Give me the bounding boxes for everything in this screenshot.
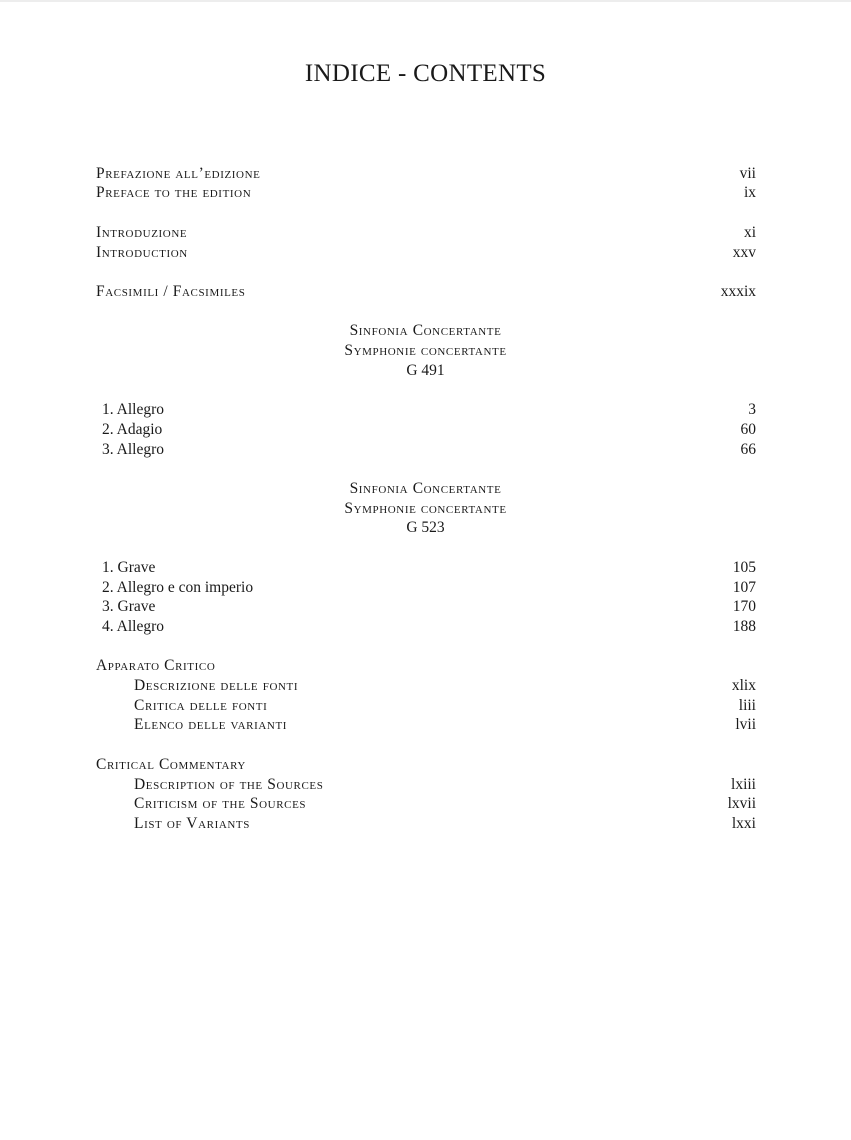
movement-page: 66: [740, 441, 756, 458]
toc-entry-label: Facsimili / Facsimiles: [96, 283, 246, 300]
toc-entry-page: vii: [739, 165, 756, 182]
movement-label: 4. Allegro: [102, 618, 164, 635]
toc-subentry[interactable]: [134, 775, 756, 795]
toc-entry-page: xi: [743, 224, 756, 241]
toc-entry-label: Preface to the edition: [96, 184, 252, 201]
toc-entry-introduction[interactable]: [96, 243, 756, 263]
toc-movement[interactable]: [102, 440, 756, 460]
movement-page: 170: [732, 598, 756, 615]
toc-movement[interactable]: [102, 400, 756, 420]
toc-subentry[interactable]: [134, 676, 756, 696]
movement-page: 105: [732, 559, 756, 576]
toc-entry-label: Introduzione: [96, 224, 188, 241]
toc-entry-label: Prefazione all’edizione: [96, 165, 261, 182]
toc-movement[interactable]: [102, 617, 756, 637]
toc-movement[interactable]: [102, 558, 756, 578]
section-heading-commentary: Critical Commentary: [96, 756, 246, 773]
toc-entry-facsimili[interactable]: [96, 282, 756, 302]
toc-subentry[interactable]: [134, 715, 756, 735]
work-title-it: Sinfonia Concertante: [349, 322, 502, 339]
toc-entry-introduzione[interactable]: [96, 223, 756, 243]
subentry-page: lvii: [735, 716, 756, 733]
toc-entry-page: ix: [743, 184, 756, 201]
subentry-label: List of Variants: [134, 815, 250, 832]
movement-label: 3. Allegro: [102, 441, 164, 458]
section-heading-apparato: Apparato Critico: [96, 657, 216, 674]
toc-entry-page: xxxix: [720, 283, 756, 300]
work-title-it: Sinfonia Concertante: [349, 480, 502, 497]
toc-entry-preface[interactable]: [96, 183, 756, 203]
toc-entry-label: Introduction: [96, 244, 188, 261]
toc-subentry[interactable]: [134, 794, 756, 814]
toc-movement[interactable]: [102, 597, 756, 617]
movement-label: 2. Adagio: [102, 421, 163, 438]
movement-label: 1. Allegro: [102, 401, 164, 418]
subentry-label: Elenco delle varianti: [134, 716, 288, 733]
work-title-fr: Symphonie concertante: [344, 342, 507, 359]
subentry-page: liii: [738, 697, 756, 714]
subentry-page: lxxi: [731, 815, 756, 832]
movement-label: 3. Grave: [102, 598, 156, 615]
work-catalog-number: G 523: [406, 519, 445, 536]
page-title: INDICE - CONTENTS: [304, 60, 547, 87]
page-top-border: [0, 0, 851, 2]
toc-entry-prefazione[interactable]: [96, 164, 756, 184]
work-title-fr: Symphonie concertante: [344, 500, 507, 517]
work-catalog-number: G 491: [406, 362, 445, 379]
toc-subentry[interactable]: [134, 696, 756, 716]
movement-page: 60: [740, 421, 756, 438]
subentry-label: Descrizione delle fonti: [134, 677, 299, 694]
subentry-page: lxvii: [727, 795, 756, 812]
subentry-label: Critica delle fonti: [134, 697, 268, 714]
toc-movement[interactable]: [102, 578, 756, 598]
movement-page: 107: [732, 579, 756, 596]
movement-page: 3: [748, 401, 756, 418]
subentry-page: xlix: [731, 677, 756, 694]
movement-page: 188: [732, 618, 756, 635]
subentry-page: lxiii: [731, 776, 756, 793]
toc-subentry[interactable]: [134, 814, 756, 834]
toc-movement[interactable]: [102, 420, 756, 440]
movement-label: 1. Grave: [102, 559, 156, 576]
subentry-label: Description of the Sources: [134, 776, 324, 793]
subentry-label: Criticism of the Sources: [134, 795, 307, 812]
toc-entry-page: xxv: [732, 244, 756, 261]
movement-label: 2. Allegro e con imperio: [102, 579, 254, 596]
